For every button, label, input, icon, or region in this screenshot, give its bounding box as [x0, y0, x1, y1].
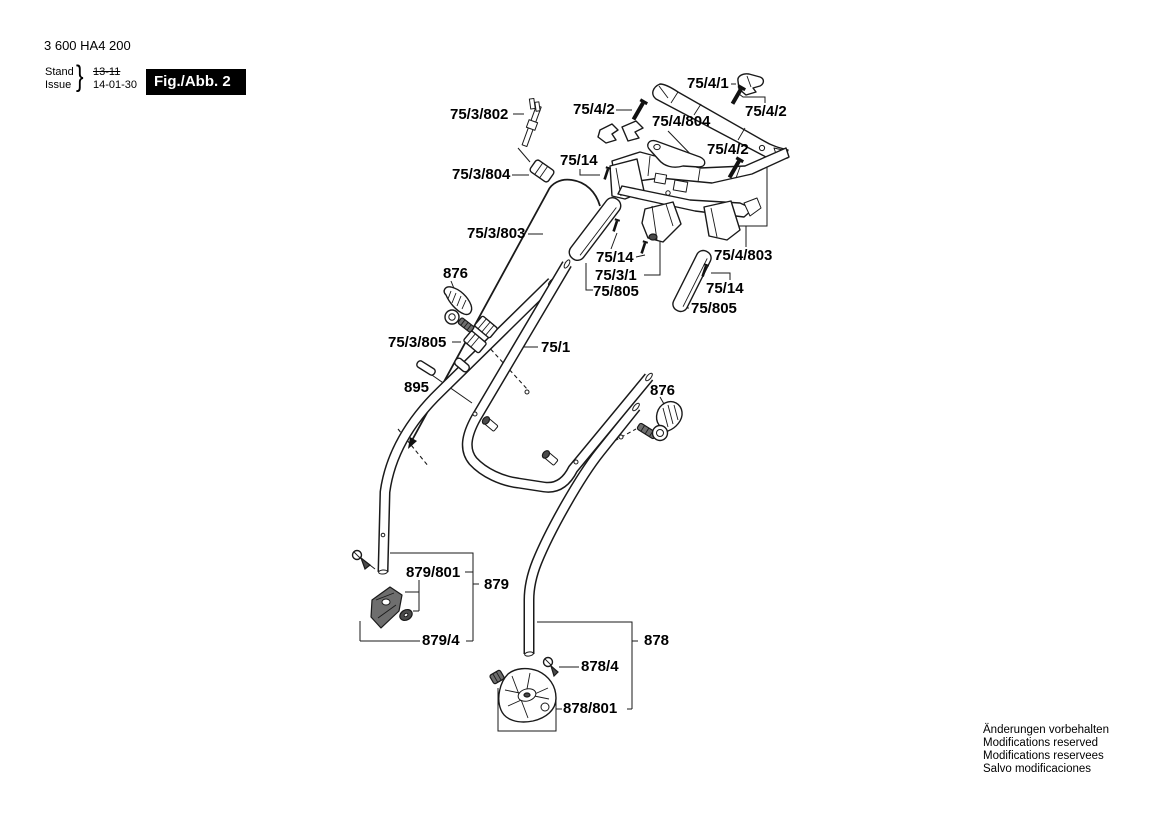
part-label-75-3-803: 75/3/803: [467, 225, 526, 242]
bowden-cable: [408, 180, 600, 449]
type-number: 3 600 HA4 200: [44, 38, 131, 53]
part-label-75-4-804: 75/4/804: [652, 113, 711, 130]
screw-75-14: [639, 241, 648, 254]
screw-879-4: [353, 551, 371, 570]
part-label-895: 895: [404, 379, 430, 396]
notice-line-es: Salvo modificaciones: [983, 763, 1092, 775]
part-label-878-801: 878/801: [563, 700, 618, 717]
screw-75-14: [611, 219, 620, 232]
notice-line-fr: Modifications reservees: [983, 750, 1104, 762]
pin-895: [416, 360, 437, 377]
screw-75-4-2: [729, 86, 745, 106]
end-cap-878-801: [489, 669, 556, 722]
part-label-876-a: 876: [443, 265, 469, 282]
issue-value: 14-01-30: [93, 79, 138, 91]
notice-line-en: Modifications reserved: [983, 737, 1099, 749]
wing-knob-876-left: [444, 287, 474, 333]
cable-guide-funnel: [642, 202, 681, 242]
screw-878-4: [544, 658, 559, 677]
part-label-75-14-a: 75/14: [560, 152, 598, 169]
part-label-75-4-1: 75/4/1: [687, 75, 729, 92]
modifications-notice: [983, 724, 1109, 776]
part-label-876-b: 876: [650, 382, 676, 399]
adjuster-pin-75-3-802: [514, 97, 545, 147]
part-label-75-4-2-a: 75/4/2: [573, 101, 615, 118]
stand-label: Stand: [45, 66, 74, 78]
notice-line-de: Änderungen vorbehalten: [983, 724, 1109, 736]
part-label-75-805-a: 75/805: [593, 283, 639, 300]
part-label-75-4-803: 75/4/803: [714, 247, 773, 264]
part-label-75-14-b: 75/14: [596, 249, 634, 266]
carriage-bolt: [541, 449, 559, 466]
part-label-75-3-804: 75/3/804: [452, 166, 511, 183]
latch-parts: [598, 121, 643, 143]
part-label-75-3-1: 75/3/1: [595, 267, 637, 284]
handle-bracket-879-801: [371, 587, 414, 628]
part-label-75-805-b: 75/805: [691, 300, 737, 317]
part-label-75-14-c: 75/14: [706, 280, 744, 297]
part-label-879: 879: [484, 576, 510, 593]
screw-75-14: [602, 167, 611, 180]
brace-glyph: }: [76, 60, 84, 93]
part-label-878-4: 878/4: [581, 658, 619, 675]
part-label-75-3-802: 75/3/802: [450, 106, 509, 123]
part-label-75-4-2-c: 75/4/2: [707, 141, 749, 158]
carriage-bolt: [481, 415, 499, 432]
figure-number-label: Fig./Abb. 2: [154, 73, 231, 90]
adjuster-nut-75-3-804: [529, 159, 555, 183]
part-label-879-4: 879/4: [422, 632, 460, 649]
wing-knob-876-right: [637, 402, 682, 441]
issue-label: Issue: [45, 79, 72, 91]
part-label-879-801: 879/801: [406, 564, 461, 581]
part-label-878: 878: [644, 632, 670, 649]
screw-75-4-2: [630, 100, 647, 122]
part-label-75-3-805: 75/3/805: [388, 334, 447, 351]
lower-tube-right: [524, 402, 640, 656]
part-label-75-4-2-b: 75/4/2: [745, 103, 787, 120]
part-label-75-1: 75/1: [541, 339, 571, 356]
cable-clamp-75-4-1: [738, 74, 763, 95]
stand-value: 13-11: [93, 66, 121, 78]
